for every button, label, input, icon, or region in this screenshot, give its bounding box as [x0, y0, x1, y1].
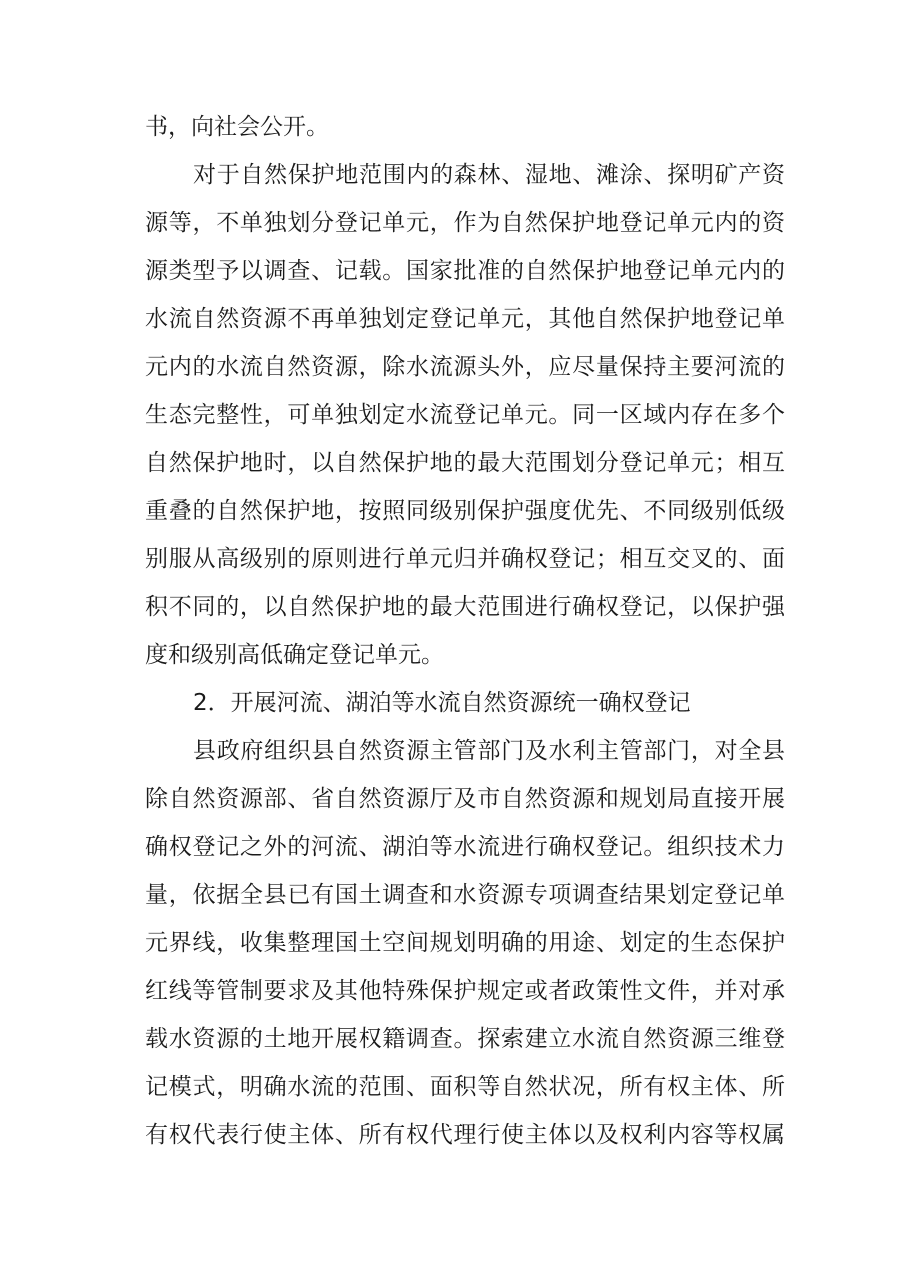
text-line: 自然保护地时，以自然保护地的最大范围划分登记单元；相互 — [145, 450, 785, 476]
text-line: 积不同的，以自然保护地的最大范围进行确权登记，以保护强 — [145, 594, 785, 620]
text-line: 别服从高级别的原则进行单元归并确权登记；相互交叉的、面 — [145, 546, 785, 572]
text-line: 元界线，收集整理国土空间规划明确的用途、划定的生态保护 — [145, 930, 785, 956]
text-line: 元内的水流自然资源，除水流源头外，应尽量保持主要河流的 — [145, 354, 785, 380]
paragraph-line: 县政府组织县自然资源主管部门及水利主管部门，对全县 — [193, 738, 785, 764]
text-line: 重叠的自然保护地，按照同级别保护强度优先、不同级别低级 — [145, 498, 785, 524]
text-line: 度和级别高低确定登记单元。 — [145, 642, 444, 668]
text-line: 生态完整性，可单独划定水流登记单元。同一区域内存在多个 — [145, 402, 785, 428]
text-line: 红线等管制要求及其他特殊保护规定或者政策性文件，并对承 — [145, 978, 785, 1004]
text-line: 量，依据全县已有国土调查和水资源专项调查结果划定登记单 — [145, 882, 785, 908]
text-line: 源类型予以调查、记载。国家批准的自然保护地登记单元内的 — [145, 258, 785, 284]
text-line: 水流自然资源不再单独划定登记单元，其他自然保护地登记单 — [145, 306, 785, 332]
text-line: 除自然资源部、省自然资源厅及市自然资源和规划局直接开展 — [145, 786, 785, 812]
text-line: 有权代表行使主体、所有权代理行使主体以及权利内容等权属 — [145, 1122, 785, 1148]
text-line: 书，向社会公开。 — [145, 114, 329, 140]
text-line: 确权登记之外的河流、湖泊等水流进行确权登记。组织技术力 — [145, 834, 785, 860]
text-line: 记模式，明确水流的范围、面积等自然状况，所有权主体、所 — [145, 1074, 785, 1100]
paragraph-line: 对于自然保护地范围内的森林、湿地、滩涂、探明矿产资 — [193, 162, 785, 188]
text-line: 载水资源的土地开展权籍调查。探索建立水流自然资源三维登 — [145, 1026, 785, 1052]
section-heading: 2．开展河流、湖泊等水流自然资源统一确权登记 — [193, 690, 691, 716]
text-line: 源等，不单独划分登记单元，作为自然保护地登记单元内的资 — [145, 210, 785, 236]
